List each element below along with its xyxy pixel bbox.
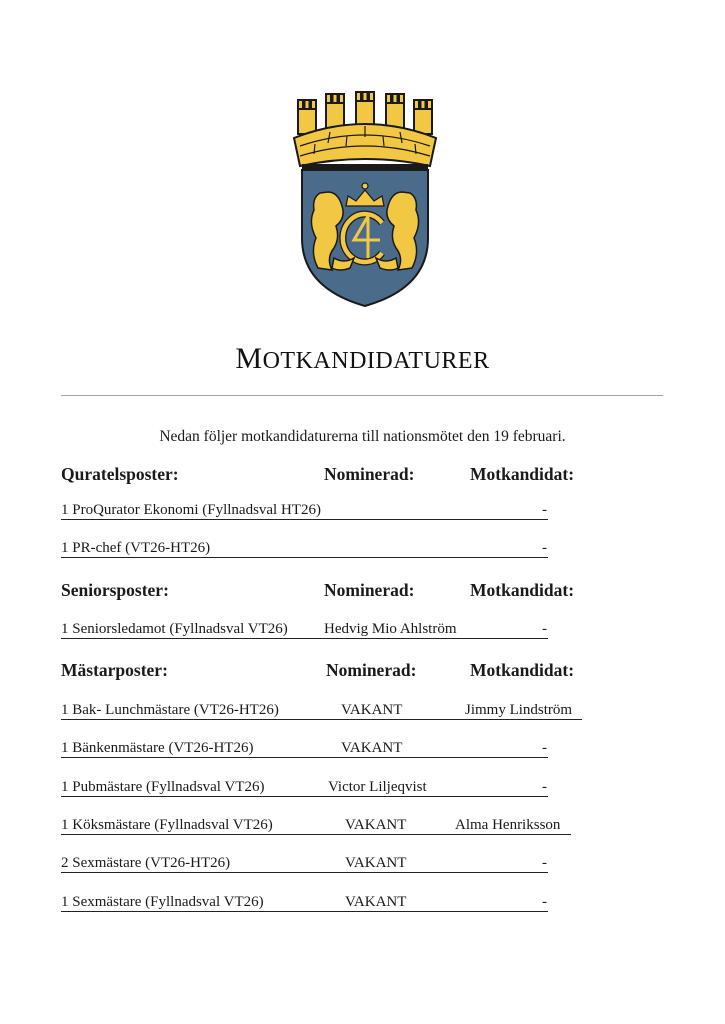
counter-candidate: Alma Henriksson xyxy=(455,817,561,833)
nominee: Victor Liljeqvist xyxy=(328,779,427,795)
nominee: VAKANT xyxy=(341,740,403,756)
column-header-counter: Motkandidat: xyxy=(470,464,575,484)
counter-candidate: - xyxy=(542,894,547,910)
post-name: 2 Sexmästare (VT26-HT26) xyxy=(61,855,231,871)
nominee: VAKANT xyxy=(345,817,407,833)
divider xyxy=(61,395,663,396)
counter-candidate: - xyxy=(542,540,547,556)
section-heading: Seniorsposter: xyxy=(61,580,169,600)
counter-candidate: - xyxy=(542,502,547,518)
section-header-seniorsposter xyxy=(61,580,621,602)
post-name: 1 ProQurator Ekonomi (Fyllnadsval HT26) xyxy=(61,502,321,518)
post-name: 1 Sexmästare (Fyllnadsval VT26) xyxy=(61,894,264,910)
post-name: 1 Bänkenmästare (VT26-HT26) xyxy=(61,740,254,756)
nominee: VAKANT xyxy=(341,702,403,718)
column-header-nominee: Nominerad: xyxy=(326,660,417,680)
column-header-nominee: Nominerad: xyxy=(324,464,415,484)
nominee: VAKANT xyxy=(345,894,407,910)
post-name: 1 Bak- Lunchmästare (VT26-HT26) xyxy=(61,702,279,718)
section-header-quratelsposter xyxy=(61,464,621,486)
counter-candidate: - xyxy=(542,740,547,756)
nominee: VAKANT xyxy=(345,855,407,871)
counter-candidate: - xyxy=(542,855,547,871)
counter-candidate: - xyxy=(542,621,547,637)
post-name: 1 Pubmästare (Fyllnadsval VT26) xyxy=(61,779,265,795)
nominee: Hedvig Mio Ahlström xyxy=(324,621,457,637)
page-title: MOTKANDIDATURER xyxy=(235,342,490,375)
column-header-counter: Motkandidat: xyxy=(470,660,575,680)
counter-candidate: - xyxy=(542,779,547,795)
section-heading: Quratelsposter: xyxy=(61,464,179,484)
section-header-mastarposter xyxy=(61,660,621,682)
section-heading: Mästarposter: xyxy=(61,660,168,680)
post-name: 1 PR-chef (VT26-HT26) xyxy=(61,540,211,556)
column-header-nominee: Nominerad: xyxy=(324,580,415,600)
post-name: 1 Seniorsledamot (Fyllnadsval VT26) xyxy=(61,621,288,637)
post-name: 1 Köksmästare (Fyllnadsval VT26) xyxy=(61,817,273,833)
counter-candidate: Jimmy Lindström xyxy=(465,702,573,718)
intro-text: Nedan följer motkandidaturerna till nationsmötet den 19 februari. xyxy=(159,428,566,445)
coat-of-arms-icon xyxy=(290,88,440,308)
column-header-counter: Motkandidat: xyxy=(470,580,575,600)
